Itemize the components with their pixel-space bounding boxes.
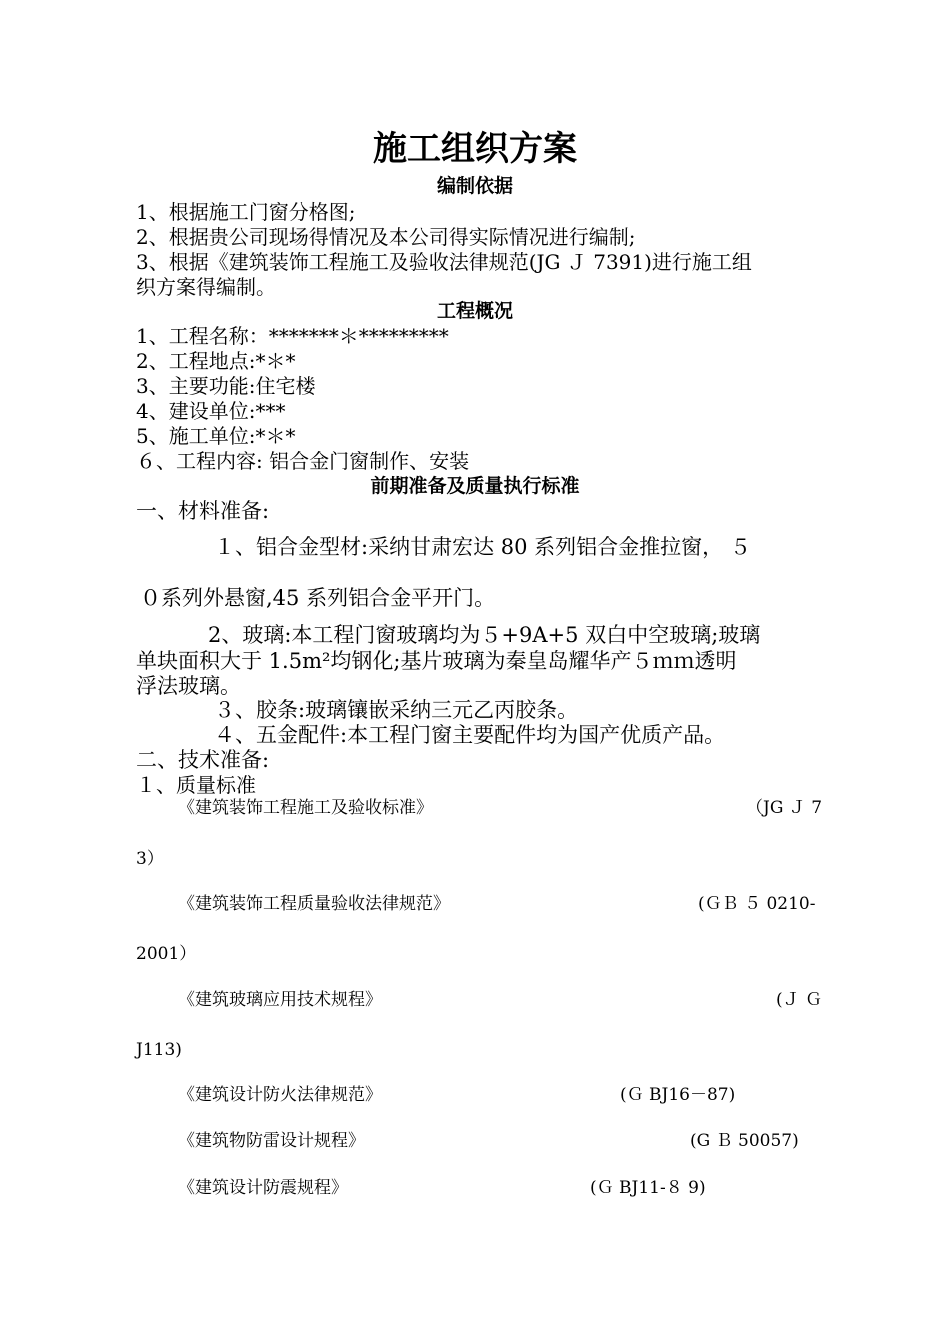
- overview-line-6: ６、工程内容: 铝合金门窗制作、安装: [136, 449, 470, 473]
- prep-heading: 前期准备及质量执行标准: [370, 475, 580, 497]
- standard-name: 《建筑玻璃应用技术规程》: [178, 990, 382, 1010]
- standard-name: 《建筑装饰工程质量验收法律规范》: [178, 894, 450, 914]
- tech-heading: 二、技术准备:: [136, 748, 270, 772]
- standard-name: 《建筑装饰工程施工及验收标准》: [178, 798, 433, 818]
- overview-line-1: 1、工程名称：*******＊*********: [136, 324, 449, 348]
- materials-line-4: 单块面积大于 1.5m²均钢化;基片玻璃为秦皇岛耀华产５ｍｍ透明: [136, 649, 737, 673]
- materials-line-3: 2、玻璃:本工程门窗玻璃均为５+9A+5 双白中空玻璃;玻璃: [208, 623, 761, 647]
- standard-code: (Ｇ BJ16－87): [620, 1085, 736, 1105]
- standard-code-cont: J113): [136, 1040, 182, 1060]
- materials-line-1: １、铝合金型材:采纳甘肃宏达 80 系列铝合金推拉窗， ５: [214, 535, 751, 559]
- standard-code: (G Ｂ 50057): [690, 1131, 799, 1151]
- overview-line-5: 5、施工单位:*＊*: [136, 424, 296, 448]
- materials-line-7: ４、五金配件:本工程门窗主要配件均为国产优质产品。: [214, 723, 726, 747]
- standard-name: 《建筑设计防震规程》: [178, 1178, 348, 1198]
- materials-line-2: ０系列外悬窗,45 系列铝合金平开门。: [140, 586, 496, 610]
- standard-name: 《建筑物防雷设计规程》: [178, 1131, 365, 1151]
- basis-line-4: 织方案得编制。: [136, 275, 276, 299]
- overview-line-3: 3、主要功能:住宅楼: [136, 374, 316, 398]
- standard-code: （JG Ｊ 7: [746, 798, 823, 818]
- standard-name: 《建筑设计防火法律规范》: [178, 1085, 382, 1105]
- standard-code: (ＧＢ ５ 0210-: [698, 894, 816, 914]
- standard-code-cont: 3）: [136, 849, 164, 869]
- basis-line-1: 1、根据施工门窗分格图;: [136, 200, 356, 224]
- overview-line-4: 4、建设单位:***: [136, 399, 286, 423]
- standard-code-cont: 2001）: [136, 944, 197, 964]
- standard-code: (Ｇ BJ11-８ 9): [590, 1178, 706, 1198]
- materials-heading: 一、材料准备:: [136, 499, 270, 523]
- document-title: 施工组织方案: [373, 129, 577, 169]
- overview-line-2: 2、工程地点:*＊*: [136, 349, 296, 373]
- overview-heading: 工程概况: [436, 300, 513, 322]
- quality-heading: １、质量标准: [136, 773, 256, 797]
- materials-line-6: ３、胶条:玻璃镶嵌采纳三元乙丙胶条。: [214, 698, 579, 722]
- basis-line-2: 2、根据贵公司现场得情况及本公司得实际情况进行编制;: [136, 225, 636, 249]
- basis-heading: 编制依据: [436, 175, 513, 197]
- standard-code: (Ｊ Ｇ: [776, 990, 823, 1010]
- materials-line-5: 浮法玻璃。: [136, 674, 241, 698]
- basis-line-3: 3、根据《建筑装饰工程施工及验收法律规范(JG Ｊ 7391)进行施工组: [136, 250, 752, 274]
